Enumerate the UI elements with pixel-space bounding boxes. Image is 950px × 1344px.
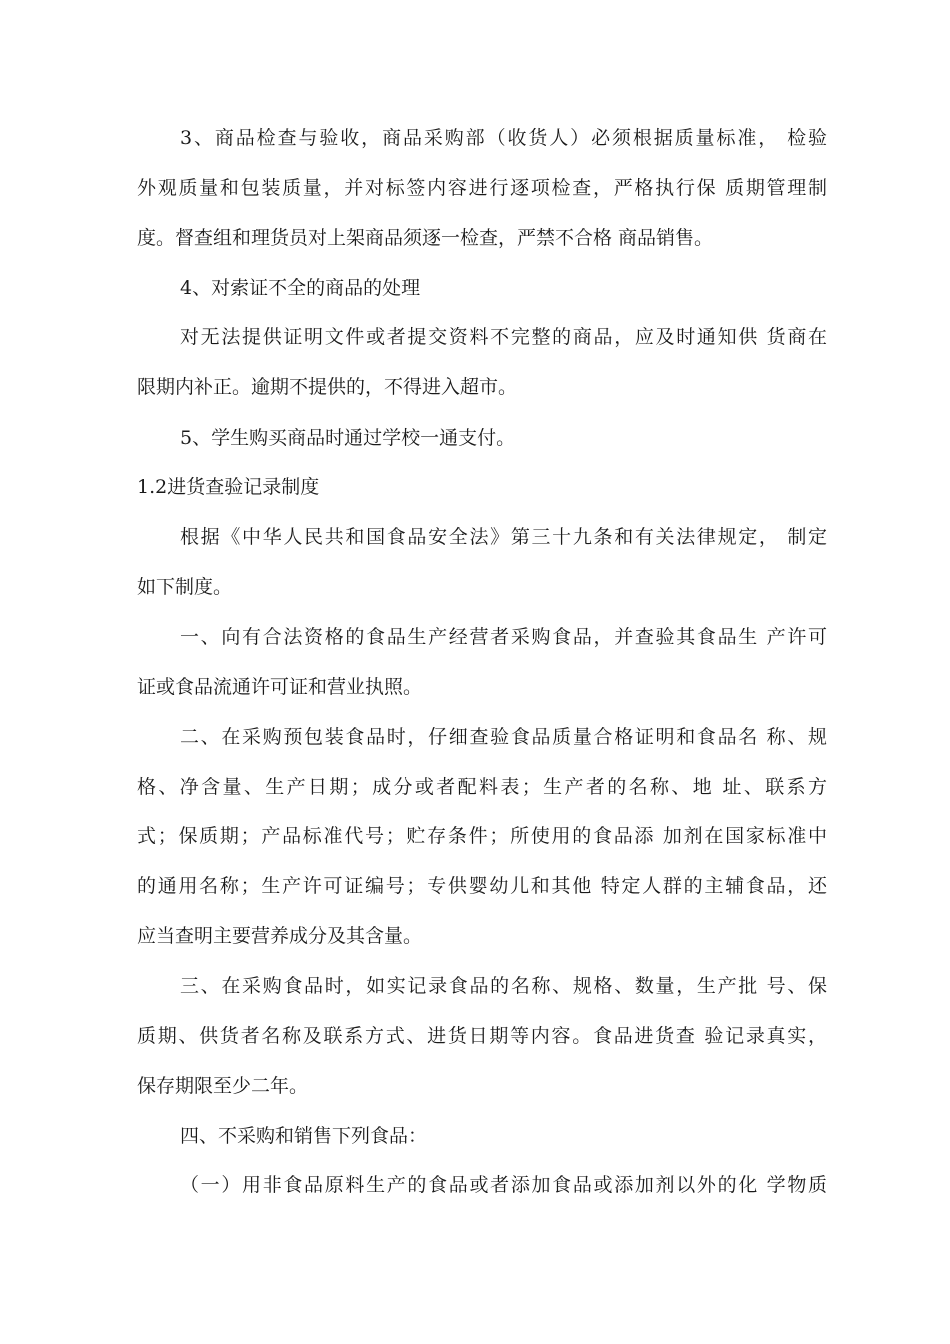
paragraph-line: 的通用名称；生产许可证编号；专供婴幼儿和其他 特定人群的主辅食品，还	[137, 875, 827, 897]
paragraph-line: 5、学生购买商品时通过学校一通支付。	[180, 427, 516, 449]
paragraph-line: 式；保质期；产品标准代号；贮存条件；所使用的食品添 加剂在国家标准中	[137, 825, 827, 847]
paragraph-line: 四、不采购和销售下列食品：	[180, 1125, 428, 1147]
paragraph-line: 根据《中华人民共和国食品安全法》第三十九条和有关法律规定， 制定	[180, 526, 827, 548]
section-heading: 1.2进货查验记录制度	[137, 476, 320, 498]
paragraph-line: 应当查明主要营养成分及其含量。	[137, 925, 423, 947]
paragraph-line: 3、商品检查与验收，商品采购部（收货人）必须根据质量标准， 检验	[180, 127, 827, 149]
paragraph-line: 证或食品流通许可证和营业执照。	[137, 676, 423, 698]
paragraph-line: 格、净含量、生产日期；成分或者配料表；生产者的名称、地 址、联系方	[137, 776, 827, 798]
paragraph-line: 度。督查组和理货员对上架商品须逐一检查，严禁不合格 商品销售。	[137, 227, 714, 249]
paragraph-line: 限期内补正。逾期不提供的，不得进入超市。	[137, 376, 518, 398]
paragraph-line: 如下制度。	[137, 576, 233, 598]
paragraph-line: 保存期限至少二年。	[137, 1075, 309, 1097]
paragraph-line: 二、在采购预包装食品时，仔细查验食品质量合格证明和食品名 称、规	[180, 726, 827, 748]
paragraph-line: 外观质量和包装质量，并对标签内容进行逐项检查，严格执行保 质期管理制	[137, 177, 827, 199]
paragraph-line: 三、在采购食品时，如实记录食品的名称、规格、数量，生产批 号、保	[180, 975, 827, 997]
paragraph-line: 对无法提供证明文件或者提交资料不完整的商品，应及时通知供 货商在	[180, 326, 827, 348]
paragraph-line: 一、向有合法资格的食品生产经营者采购食品，并查验其食品生 产许可	[180, 626, 827, 648]
paragraph-line: （一）用非食品原料生产的食品或者添加食品或添加剂以外的化 学物质	[180, 1174, 827, 1196]
paragraph-line: 4、对索证不全的商品的处理	[180, 277, 421, 299]
paragraph-line: 质期、供货者名称及联系方式、进货日期等内容。食品进货查 验记录真实，	[137, 1025, 827, 1047]
